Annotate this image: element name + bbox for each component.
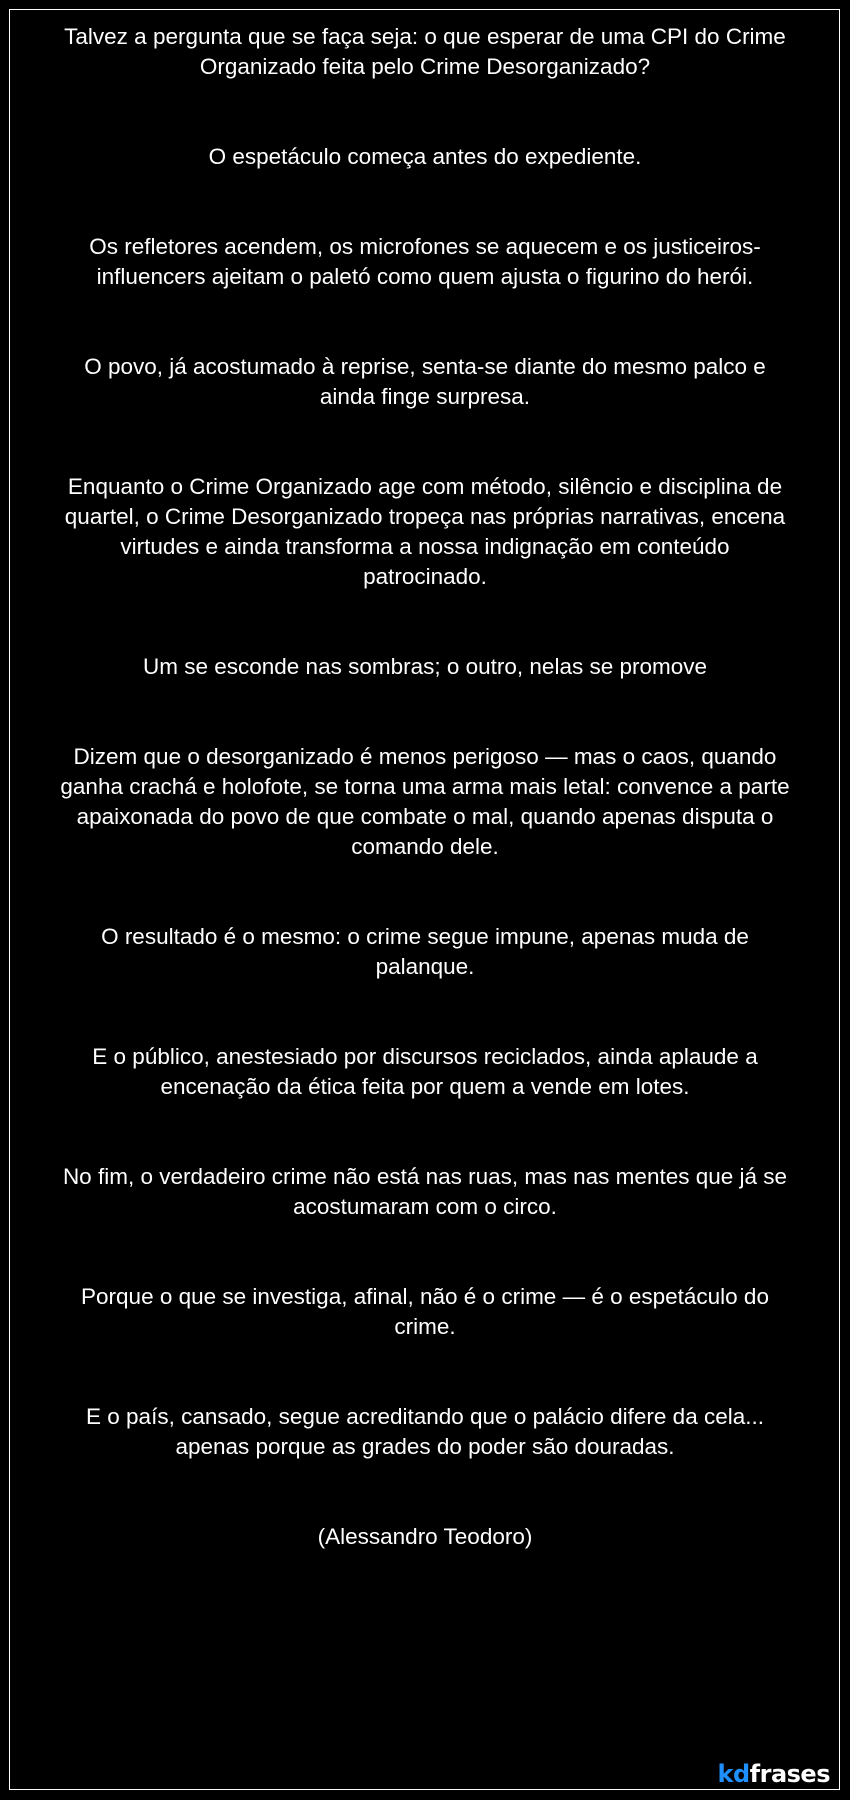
quote-text [60,22,790,1552]
paragraph-11: Porque o que se investiga, afinal, não é o crime — é o espetáculo do crime. [81,1284,769,1339]
paragraph-12: E o país, cansado, segue acreditando que o palácio difere da cela... apenas porque as grades do poder são douradas. [86,1404,764,1459]
paragraph-8: O resultado é o mesmo: o crime segue impune, apenas muda de palanque. [101,924,749,979]
paragraph-1: Talvez a pergunta que se faça seja: o que esperar de uma CPI do Crime Organizado feita pelo Crime Desorganizado? [64,24,786,79]
paragraph-3: Os refletores acendem, os microfones se aquecem e os justiceiros-influencers ajeitam o paletó como quem ajusta o figurino do herói. [89,234,761,289]
author-credit: (Alessandro Teodoro) [317,1524,533,1549]
logo-kd-text: kd [717,1760,750,1788]
paragraph-2: O espetáculo começa antes do expediente. [208,144,642,169]
paragraph-7: Dizem que o desorganizado é menos perigoso — mas o caos, quando ganha crachá e holofote, se torna uma arma mais letal: convence a parte apaixonada do povo de que combate o mal, quando apenas disputa o comando dele. [60,744,790,859]
paragraph-9: E o público, anestesiado por discursos reciclados, ainda aplaude a encenação da ética feita por quem a vende em lotes. [92,1044,758,1099]
paragraph-5: Enquanto o Crime Organizado age com método, silêncio e disciplina de quartel, o Crime Desorganizado tropeça nas próprias narrativas, encena virtudes e ainda transforma a nossa indignação em conteúdo patrocinado. [64,474,786,589]
paragraph-4: O povo, já acostumado à reprise, senta-se diante do mesmo palco e ainda finge surpresa. [84,354,766,409]
paragraph-10: No fim, o verdadeiro crime não está nas ruas, mas nas mentes que já se acostumaram com o circo. [62,1164,788,1219]
logo-frases-text: frases [749,1760,830,1788]
kdfrases-logo[interactable] [718,1760,830,1788]
paragraph-6: Um se esconde nas sombras; o outro, nelas se promove [142,654,708,679]
